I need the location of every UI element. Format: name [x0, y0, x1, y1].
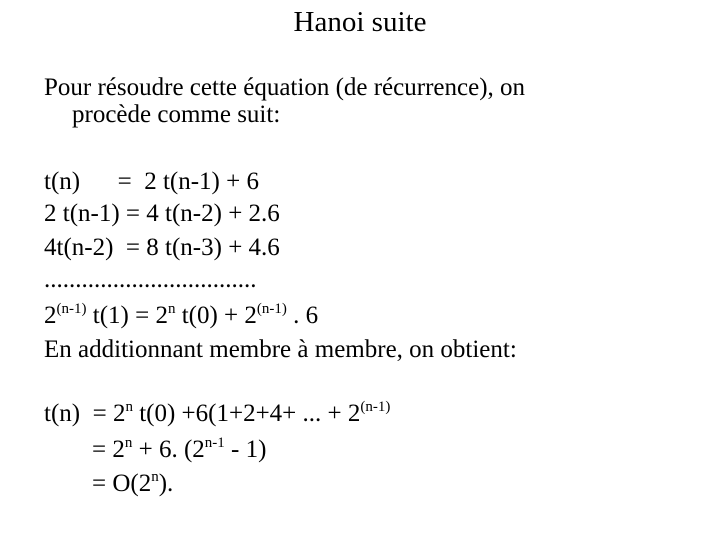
r2-part-b: + 6. (2 [132, 436, 205, 463]
equation-line-2: 2 t(n-1) = 4 t(n-2) + 2.6 [44, 200, 280, 227]
equation-line-1: t(n) = 2 t(n-1) + 6 [44, 168, 259, 195]
slide-title: Hanoi suite [293, 6, 427, 38]
equation-line-5 [44, 302, 318, 330]
eq5-part-c: t(0) + 2 [175, 302, 257, 329]
r1-sup-a: n [125, 399, 133, 415]
eq5-part-b: t(1) = 2 [86, 302, 168, 329]
equation-line-3: 4t(n-2) = 8 t(n-3) + 4.6 [44, 234, 280, 261]
r3-part-b: ). [158, 470, 174, 497]
r1-part-a: t(n) = 2 [44, 400, 126, 427]
r1-part-b: t(0) +6(1+2+4+ ... + 2 [132, 400, 361, 427]
eq5-sup-c: (n-1) [256, 301, 287, 317]
r3-part-a: = O(2 [92, 470, 152, 497]
eq5-sup-b: n [167, 301, 176, 317]
eq5-part-d: . 6 [286, 302, 319, 329]
intro-line-1: Pour résoudre cette équation (de récurrence), on [44, 74, 526, 101]
summation-text: En additionnant membre à membre, on obtient: [44, 336, 517, 363]
r2-part-a: = 2 [92, 436, 125, 463]
r2-part-c: - 1) [224, 436, 267, 463]
result-line-3 [92, 470, 173, 498]
result-line-2 [92, 436, 266, 464]
intro-text [44, 74, 525, 128]
r2-sup-a: n [124, 435, 133, 451]
r3-sup-a: n [151, 469, 159, 485]
eq5-part-a: 2 [44, 302, 57, 329]
ellipsis-line: .................................. [44, 266, 257, 293]
intro-line-2: procède comme suit: [72, 101, 281, 128]
r2-sup-b: n-1 [204, 435, 225, 451]
r1-sup-b: (n-1) [360, 399, 391, 415]
result-line-1 [44, 400, 390, 428]
eq5-sup-a: (n-1) [56, 301, 87, 317]
